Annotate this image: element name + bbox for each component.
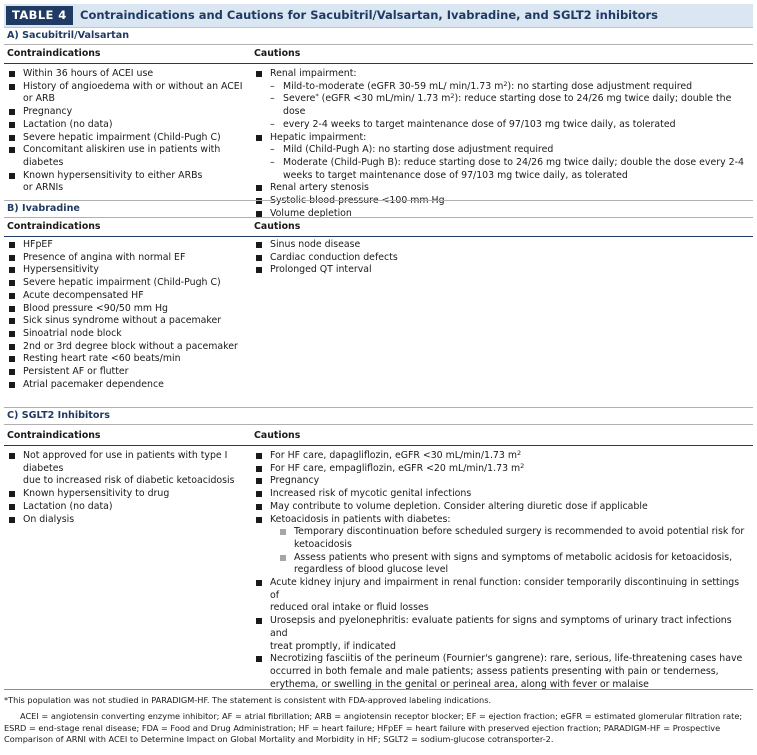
sub-list-item: – Mild-to-moderate (eGFR 30-59 mL/ min/1.73 $m^2$): no starting dose adjustment required <box>254 81 750 94</box>
cautions-list <box>254 239 750 277</box>
list-item-continuation: due to increased risk of diabetic ketoacidosis <box>23 475 235 487</box>
contraindications-header: Contraindications <box>7 430 101 441</box>
list-item: Pregnancy <box>7 106 245 119</box>
table-footnotes <box>4 689 753 746</box>
list-item-continuation: erythema, or swelling in the genital or perineal area, along with fever or malaise <box>270 678 649 690</box>
cautions-list <box>254 450 750 691</box>
table-title: Contraindications and Cautions for Sacubitril/Valsartan, Ivabradine, and SGLT2 inhibitors <box>80 8 659 22</box>
sub-list-item-continuation: ketoacidosis <box>294 538 352 550</box>
list-item-continuation: diabetes <box>23 462 64 474</box>
section-ivabradine <box>4 201 753 408</box>
sub-list-item: – Mild (Child-Pugh A): no starting dose adjustment required <box>254 144 750 157</box>
list-item: Pregnancy <box>254 475 750 488</box>
list-item: Cardiac conduction defects <box>254 252 750 265</box>
list-item-continuation: reduced oral intake or fluid losses <box>270 602 429 614</box>
list-item: Sick sinus syndrome without a pacemaker <box>7 315 245 328</box>
list-item: Sinoatrial node block <box>7 328 245 341</box>
section-sglt2-inhibitors <box>4 408 753 690</box>
list-item: Known hypersensitivity to either ARBs <box>7 170 245 183</box>
section-heading: B) Ivabradine <box>4 201 753 218</box>
list-item: Necrotizing fasciitis of the perineum (Fournier's gangrene): rare, serious, life-threatening cases have <box>254 653 750 666</box>
section-heading: A) Sacubitril/Valsartan <box>4 28 753 45</box>
sub-list-item: Temporary discontinuation before scheduled surgery is recommended to avoid potential risk for <box>254 526 750 539</box>
contraindications-list <box>7 239 245 391</box>
list-item: Within 36 hours of ACEI use <box>7 68 245 81</box>
column-header-row <box>4 425 753 446</box>
contraindications-list <box>7 68 245 195</box>
list-item: Volume depletion <box>254 208 750 221</box>
cautions-header: Cautions <box>254 430 301 441</box>
list-item-continuation: or ARB <box>23 93 55 105</box>
list-item: Presence of angina with normal EF <box>7 252 245 265</box>
cautions-header: Cautions <box>254 48 301 59</box>
cautions-header: Cautions <box>254 221 301 232</box>
column-header-row <box>4 45 753 64</box>
list-item: Acute kidney injury and impairment in renal function: consider temporarily discontinuing in settings of <box>254 577 750 602</box>
list-item: On dialysis <box>7 514 245 527</box>
list-item: Lactation (no data) <box>7 119 245 132</box>
sub-list-item: – Moderate (Child-Pugh B): reduce starting dose to 24/26 mg twice daily; double the dose every 2-4 <box>254 157 750 170</box>
list-item: Resting heart rate <60 beats/min <box>7 353 245 366</box>
table-title-bar <box>4 4 753 28</box>
list-item: Renal artery stenosis <box>254 182 750 195</box>
list-item: Blood pressure <90/50 mm Hg <box>7 303 245 316</box>
list-item: Concomitant aliskiren use in patients with <box>7 144 245 157</box>
sub-list-item: – Severe* (eGFR <30 mL/min/ 1.73 $m^2$): reduce starting dose to 24/26 mg twice daily; double the dose <box>254 93 750 118</box>
table-label-badge: TABLE 4 <box>6 6 73 25</box>
sub-list-item-continuation: – every 2-4 weeks to target maintenance dose of 97/103 mg twice daily, as tolerated <box>254 119 750 132</box>
list-item: Renal impairment: <box>254 68 750 81</box>
list-item: Severe hepatic impairment (Child-Pugh C) <box>7 277 245 290</box>
list-item: Lactation (no data) <box>7 501 245 514</box>
footnote-abbreviations: ACEI = angiotensin converting enzyme inhibitor; AF = atrial fibrillation; ARB = angiotensin receptor blocker; EF = ejection fraction; eGFR = estimated glomerular filtration rate; ESRD = end-stage renal disease; FDA = Food and Drug Administration; HF = heart failure; HFpEF = heart failure with preserved ejection fraction; PARADIGM-HF = Prospective Comparison of ARNI with ACEI to Determine Impact on Global Mortality and Morbidity in HF; SGLT2 = sodium-glucose cotransporter-2. <box>4 710 743 745</box>
list-item: Acute decompensated HF <box>7 290 245 303</box>
footnote-asterisk: *This population was not studied in PARADIGM-HF. The statement is consistent with FDA-approved labeling indications. <box>4 695 492 705</box>
list-item-continuation: or ARNIs <box>23 182 64 194</box>
list-item-continuation: diabetes <box>23 156 64 168</box>
section-heading: C) SGLT2 Inhibitors <box>4 408 753 425</box>
list-item: May contribute to volume depletion. Consider altering diuretic dose if applicable <box>254 501 750 514</box>
list-item: 2nd or 3rd degree block without a pacemaker <box>7 341 245 354</box>
column-header-row <box>4 218 753 237</box>
contraindications-header: Contraindications <box>7 221 101 232</box>
list-item: For HF care, dapagliflozin, eGFR <30 mL/min/1.73 $m^2$ <box>254 450 750 463</box>
contraindications-header: Contraindications <box>7 48 101 59</box>
list-item: Persistent AF or flutter <box>7 366 245 379</box>
list-item: Sinus node disease <box>254 239 750 252</box>
list-item: Urosepsis and pyelonephritis: evaluate patients for signs and symptoms of urinary tract infections and <box>254 615 750 640</box>
list-item: Severe hepatic impairment (Child-Pugh C) <box>7 132 245 145</box>
list-item: Hypersensitivity <box>7 264 245 277</box>
list-item: Ketoacidosis in patients with diabetes: <box>254 514 750 527</box>
list-item-continuation: treat promptly, if indicated <box>270 640 396 652</box>
list-item: Increased risk of mycotic genital infections <box>254 488 750 501</box>
list-item: Atrial pacemaker dependence <box>7 379 245 392</box>
sub-list-item: Assess patients who present with signs and symptoms of metabolic acidosis for ketoacidosis, <box>254 552 750 565</box>
list-item: Hepatic impairment: <box>254 132 750 145</box>
list-item: Known hypersensitivity to drug <box>7 488 245 501</box>
sub-list-item-continuation: regardless of blood glucose level <box>294 564 449 576</box>
list-item: For HF care, empagliflozin, eGFR <20 mL/min/1.73 $m^2$ <box>254 463 750 476</box>
list-item: History of angioedema with or without an ACEI <box>7 81 245 94</box>
cautions-list <box>254 68 750 220</box>
list-item: Not approved for use in patients with type I <box>7 450 245 463</box>
contraindications-list <box>7 450 245 526</box>
list-item: HFpEF <box>7 239 245 252</box>
sub-list-item-continuation: weeks to target maintenance dose of 97/103 mg twice daily, as tolerated <box>283 169 628 181</box>
list-item: Prolonged QT interval <box>254 264 750 277</box>
list-item-continuation: occurred in both female and male patients; assess patients presenting with pain or tenderness, <box>270 665 719 677</box>
table-4 <box>4 4 753 690</box>
